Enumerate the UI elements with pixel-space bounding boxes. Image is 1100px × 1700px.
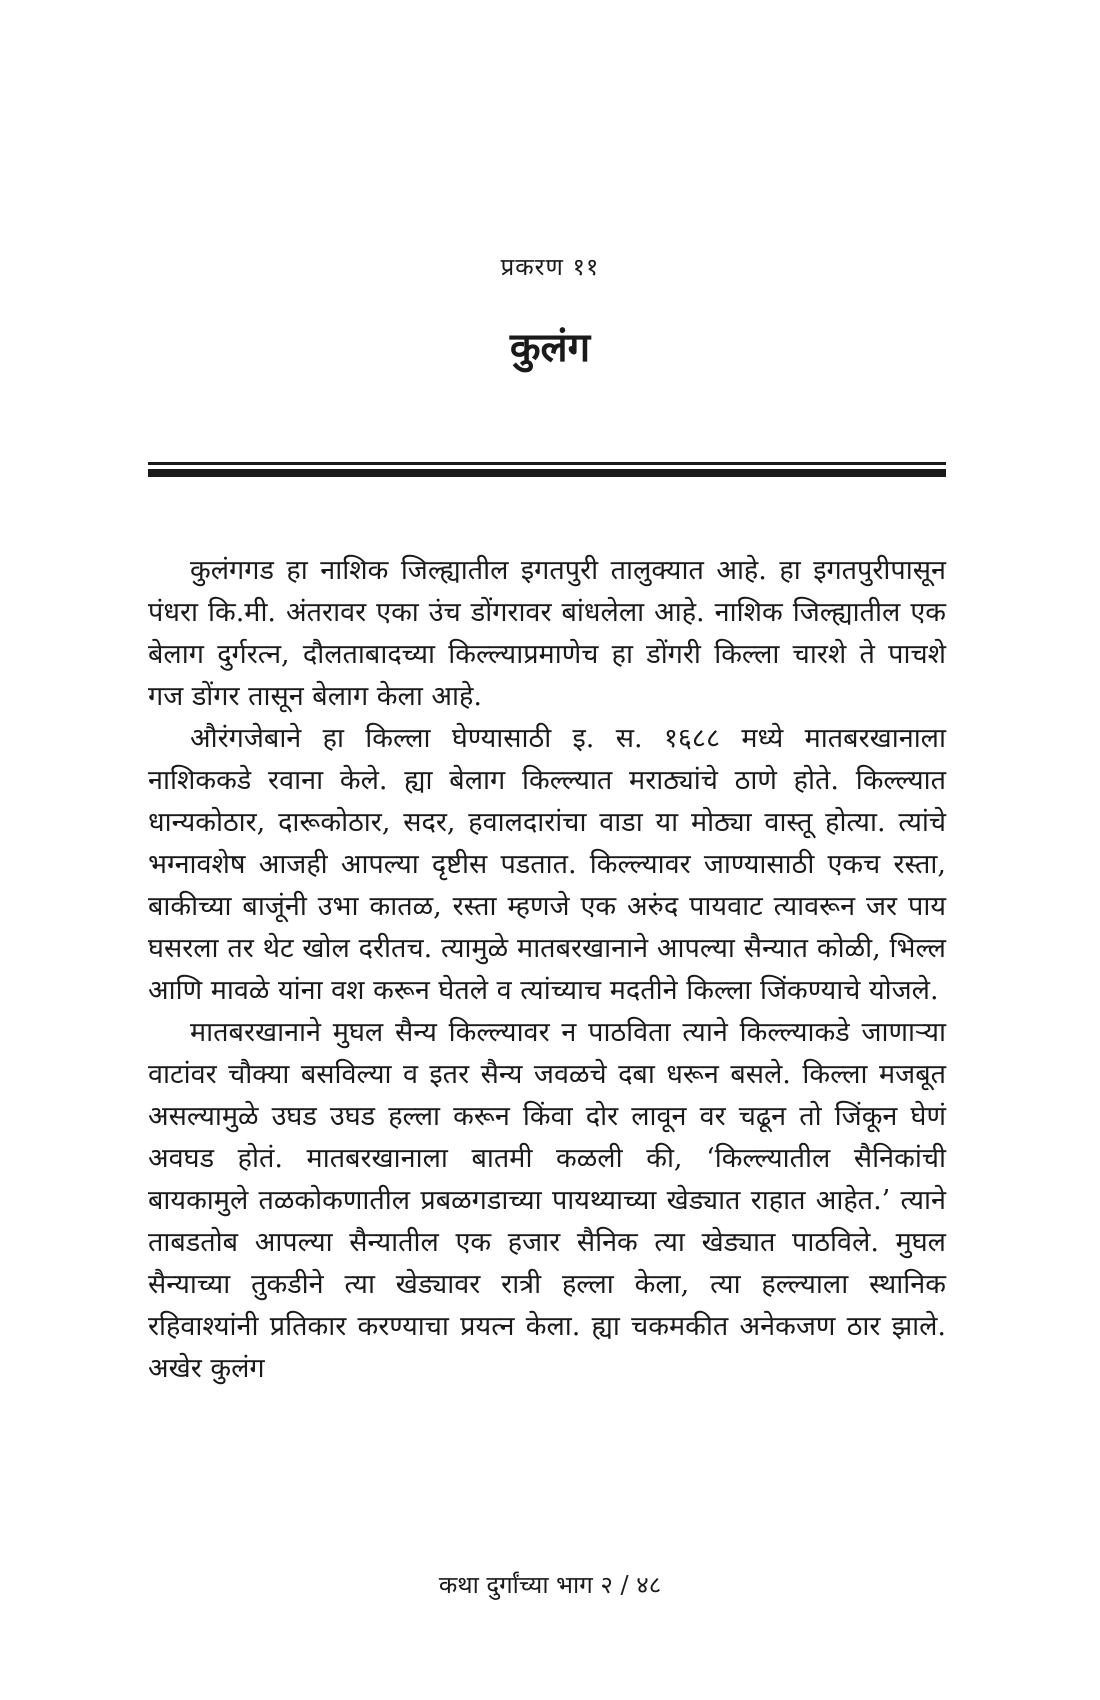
page-footer: कथा दुर्गांच्या भाग २ / ४८ [438,1571,662,1599]
paragraph-2: औरंगजेबाने हा किल्ला घेण्यासाठी इ. स. १६८८ मध्ये मातबरखानाला नाशिककडे रवाना केले. ह्या बेलाग किल्ल्यात मराठ्यांचे ठाणे होते. किल्ल्यात धान्यकोठार, दारूकोठार, सदर, हवालदारांचा वाडा या मोठ्या वास्तू होत्या. त्यांचे भग्नावशेष आजही आपल्या दृष्टीस पडतात. किल्ल्यावर जाण्यासाठी एकच रस्ता, बाकीच्या बाजूंनी उभा कातळ, रस्ता म्हणजे एक अरुंद पायवाट त्यावरून जर पाय घसरला तर थेट खोल दरीतच. त्यामुळे मातबरखानाने आपल्या सैन्यात कोळी, भिल्ल आणि मावळे यांना वश करून घेतले व त्यांच्याच मदतीने किल्ला जिंकण्याचे योजले. [148,723,946,1006]
chapter-title: कुलंग [509,324,591,371]
chapter-number: प्रकरण ११ [500,253,600,281]
paragraph-1: कुलंगगड हा नाशिक जिल्ह्यातील इगतपुरी तालुक्यात आहे. हा इगतपुरीपासून पंधरा कि.मी. अंतरावर एका उंच डोंगरावर बांधलेला आहे. नाशिक जिल्ह्यातील एक बेलाग दुर्गरत्न, दौलताबादच्या किल्ल्याप्रमाणेच हा डोंगरी किल्ला चारशे ते पाचशे गज डोंगर तासून बेलाग केला आहे. [148,555,946,712]
divider-thin-rule [148,462,946,465]
chapter-body [148,550,946,1390]
paragraph-3: मातबरखानाने मुघल सैन्य किल्ल्यावर न पाठविता त्याने किल्ल्याकडे जाणाऱ्या वाटांवर चौक्या बसविल्या व इतर सैन्य जवळचे दबा धरून बसले. किल्ला मजबूत असल्यामुळे उघड उघड हल्ला करून किंवा दोर लावून वर चढून तो जिंकून घेणं अवघड होतं. मातबरखानाला बातमी कळली की, ‘किल्ल्यातील सैनिकांची बायकामुले तळकोकणातील प्रबळगडाच्या पायथ्याच्या खेड्यात राहात आहेत.’ त्याने ताबडतोब आपल्या सैन्यातील एक हजार सैनिक त्या खेड्यात पाठविले. मुघल सैन्याच्या तुकडीने त्या खेड्यावर रात्री हल्ला केला, त्या हल्ल्याला स्थानिक रहिवाश्यांनी प्रतिकार करण्याचा प्रयत्न केला. ह्या चकमकीत अनेकजण ठार झाले. अखेर कुलंग [148,1017,946,1384]
divider-thick-rule [148,469,946,477]
